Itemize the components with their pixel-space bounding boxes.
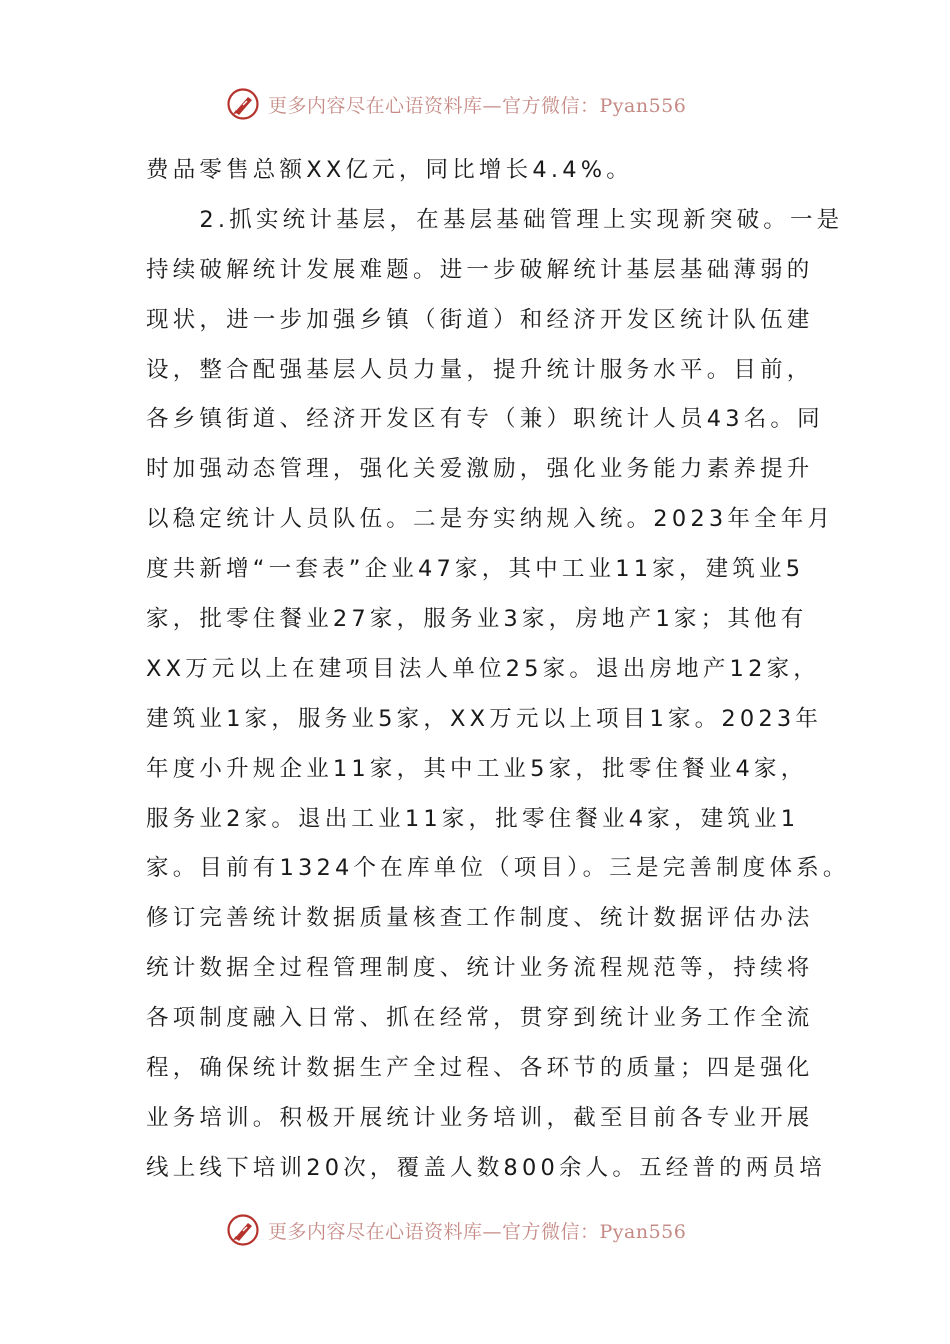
footer-banner[interactable] — [226, 1210, 686, 1250]
text-line: 持续破解统计发展难题。进一步破解统计基层基础薄弱的 — [146, 256, 814, 283]
footer-banner-text: 更多内容尽在心语资料库—官方微信：Pyan556 — [268, 1220, 687, 1243]
text-line: 年度小升规企业11家，其中工业5家，批零住餐业4家， — [146, 755, 808, 782]
text-line: 度共新增“一套表”企业47家，其中工业11家，建筑业5 — [146, 556, 805, 583]
header-banner[interactable] — [226, 84, 686, 124]
text-line: 业务培训。积极开展统计业务培训，截至目前各专业开展 — [146, 1104, 814, 1131]
text-line: 建筑业1家，服务业5家，XX万元以上项目1家。2023年 — [146, 705, 823, 732]
text-line: 修订完善统计数据质量核查工作制度、统计数据评估办法 — [146, 905, 814, 932]
text-line: 服务业2家。退出工业11家，批零住餐业4家，建筑业1 — [146, 805, 800, 832]
text-line: 时加强动态管理，强化关爱激励，强化业务能力素养提升 — [146, 456, 814, 483]
text-line: 各项制度融入日常、抓在经常，贯穿到统计业务工作全流 — [146, 1005, 814, 1032]
text-line: 设，整合配强基层人员力量，提升统计服务水平。目前， — [146, 356, 814, 383]
text-line: 以稳定统计人员队伍。二是夯实纳规入统。2023年全年月 — [146, 506, 835, 533]
text-line: 费品零售总额XX亿元，同比增长4.4%。 — [146, 157, 633, 183]
text-line: 线上线下培训20次，覆盖人数800余人。五经普的两员培 — [146, 1154, 826, 1181]
pen-nib-logo-icon — [226, 1213, 260, 1247]
text-line: 程，确保统计数据生产全过程、各环节的质量；四是强化 — [146, 1055, 814, 1082]
text-line: 2.抓实统计基层，在基层基础管理上实现新突破。一是 — [146, 206, 844, 233]
header-banner-text: 更多内容尽在心语资料库—官方微信：Pyan556 — [268, 94, 687, 117]
text-line: 各乡镇街道、经济开发区有专（兼）职统计人员43名。同 — [146, 406, 824, 433]
text-line: XX万元以上在建项目法人单位25家。退出房地产12家， — [146, 655, 820, 682]
text-line: 统计数据全过程管理制度、统计业务流程规范等，持续将 — [146, 955, 814, 982]
text-line: 现状，进一步加强乡镇（街道）和经济开发区统计队伍建 — [146, 306, 814, 333]
pen-nib-logo-icon — [226, 87, 260, 121]
text-line: 家，批零住餐业27家，服务业3家，房地产1家；其他有 — [146, 606, 808, 633]
body-paragraph — [146, 146, 850, 1194]
text-line: 家。目前有1324个在库单位（项目）。三是完善制度体系。 — [146, 855, 850, 882]
